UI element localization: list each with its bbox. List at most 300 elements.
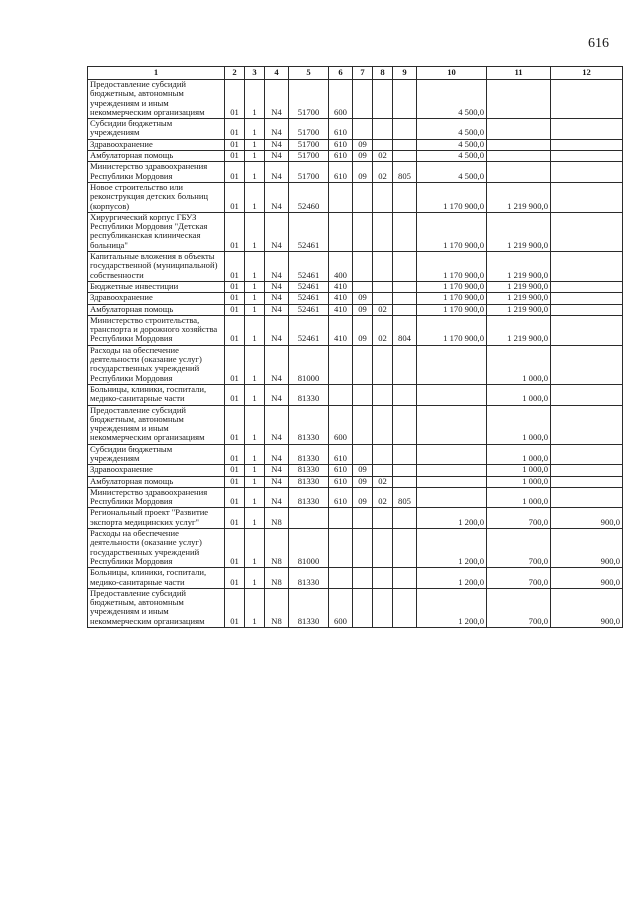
row-name-cell: Здравоохранение xyxy=(88,465,225,476)
column-header: 2 xyxy=(225,67,245,80)
code-5-cell: 51700 xyxy=(289,162,329,183)
code-3-cell: 1 xyxy=(245,508,265,529)
amount-12-cell xyxy=(551,139,623,150)
row-name-cell: Министерство строительства, транспорта и дорожного хозяйства Республики Мордовия xyxy=(88,315,225,345)
code-8-cell: 02 xyxy=(373,162,393,183)
code-5-cell: 81000 xyxy=(289,345,329,384)
table-row xyxy=(88,80,623,119)
amount-11-cell xyxy=(487,162,551,183)
code-7-cell xyxy=(353,568,373,589)
column-header: 3 xyxy=(245,67,265,80)
code-6-cell: 410 xyxy=(329,293,353,304)
amount-12-cell xyxy=(551,444,623,465)
amount-11-cell: 1 000,0 xyxy=(487,476,551,487)
column-header: 10 xyxy=(417,67,487,80)
code-7-cell xyxy=(353,182,373,212)
code-5-cell: 52461 xyxy=(289,281,329,292)
table-row xyxy=(88,476,623,487)
amount-11-cell: 1 219 900,0 xyxy=(487,252,551,282)
code-6-cell: 400 xyxy=(329,252,353,282)
amount-10-cell: 1 170 900,0 xyxy=(417,182,487,212)
code-2-cell: 01 xyxy=(225,487,245,508)
code-5-cell: 52461 xyxy=(289,293,329,304)
code-9-cell xyxy=(393,345,417,384)
code-7-cell: 09 xyxy=(353,293,373,304)
code-4-cell: N4 xyxy=(265,465,289,476)
code-3-cell: 1 xyxy=(245,80,265,119)
code-6-cell xyxy=(329,568,353,589)
amount-12-cell xyxy=(551,119,623,140)
table-row xyxy=(88,212,623,251)
table-row xyxy=(88,252,623,282)
code-9-cell xyxy=(393,119,417,140)
code-9-cell xyxy=(393,568,417,589)
amount-10-cell: 4 500,0 xyxy=(417,80,487,119)
code-7-cell xyxy=(353,508,373,529)
code-2-cell: 01 xyxy=(225,304,245,315)
amount-10-cell xyxy=(417,444,487,465)
code-2-cell: 01 xyxy=(225,405,245,444)
budget-table xyxy=(87,66,623,628)
code-8-cell: 02 xyxy=(373,151,393,162)
row-name-cell: Хирургический корпус ГБУЗ Республики Мордовия "Детская республиканская клиническая больница" xyxy=(88,212,225,251)
row-name-cell: Предоставление субсидий бюджетным, автономным учреждениям и иным некоммерческим организациям xyxy=(88,80,225,119)
code-9-cell xyxy=(393,304,417,315)
code-6-cell: 610 xyxy=(329,151,353,162)
amount-10-cell xyxy=(417,476,487,487)
code-3-cell: 1 xyxy=(245,384,265,405)
code-3-cell: 1 xyxy=(245,139,265,150)
amount-10-cell: 4 500,0 xyxy=(417,139,487,150)
code-5-cell: 52461 xyxy=(289,315,329,345)
code-3-cell: 1 xyxy=(245,304,265,315)
code-3-cell: 1 xyxy=(245,444,265,465)
code-4-cell: N4 xyxy=(265,345,289,384)
code-3-cell: 1 xyxy=(245,182,265,212)
code-2-cell: 01 xyxy=(225,151,245,162)
amount-12-cell xyxy=(551,162,623,183)
code-2-cell: 01 xyxy=(225,315,245,345)
code-4-cell: N4 xyxy=(265,281,289,292)
code-6-cell: 610 xyxy=(329,119,353,140)
code-5-cell: 81330 xyxy=(289,384,329,405)
row-name-cell: Предоставление субсидий бюджетным, автономным учреждениям и иным некоммерческим организациям xyxy=(88,588,225,627)
amount-11-cell: 1 219 900,0 xyxy=(487,315,551,345)
code-5-cell: 81330 xyxy=(289,588,329,627)
code-3-cell: 1 xyxy=(245,151,265,162)
row-name-cell: Субсидии бюджетным учреждениям xyxy=(88,444,225,465)
amount-12-cell xyxy=(551,182,623,212)
amount-12-cell xyxy=(551,315,623,345)
row-name-cell: Расходы на обеспечение деятельности (оказание услуг) государственных учреждений Республики Мордовия xyxy=(88,529,225,568)
code-7-cell: 09 xyxy=(353,162,373,183)
table-body xyxy=(88,80,623,628)
row-name-cell: Амбулаторная помощь xyxy=(88,151,225,162)
amount-11-cell xyxy=(487,139,551,150)
code-6-cell: 410 xyxy=(329,281,353,292)
code-2-cell: 01 xyxy=(225,345,245,384)
amount-10-cell: 1 170 900,0 xyxy=(417,293,487,304)
amount-11-cell xyxy=(487,80,551,119)
row-name-cell: Амбулаторная помощь xyxy=(88,304,225,315)
amount-10-cell: 1 200,0 xyxy=(417,568,487,589)
amount-12-cell xyxy=(551,465,623,476)
code-8-cell xyxy=(373,293,393,304)
table-row xyxy=(88,304,623,315)
table-row xyxy=(88,119,623,140)
code-9-cell xyxy=(393,588,417,627)
row-name-cell: Здравоохранение xyxy=(88,293,225,304)
code-8-cell xyxy=(373,252,393,282)
code-8-cell xyxy=(373,465,393,476)
amount-12-cell xyxy=(551,476,623,487)
code-4-cell: N4 xyxy=(265,476,289,487)
code-3-cell: 1 xyxy=(245,252,265,282)
code-6-cell xyxy=(329,529,353,568)
amount-10-cell: 1 170 900,0 xyxy=(417,304,487,315)
code-9-cell: 804 xyxy=(393,315,417,345)
code-7-cell xyxy=(353,80,373,119)
table-row xyxy=(88,568,623,589)
code-2-cell: 01 xyxy=(225,80,245,119)
code-9-cell xyxy=(393,252,417,282)
table-row xyxy=(88,405,623,444)
amount-11-cell: 700,0 xyxy=(487,568,551,589)
amount-12-cell xyxy=(551,281,623,292)
table-row xyxy=(88,139,623,150)
row-name-cell: Здравоохранение xyxy=(88,139,225,150)
table-row xyxy=(88,384,623,405)
code-9-cell xyxy=(393,476,417,487)
code-8-cell xyxy=(373,444,393,465)
code-6-cell xyxy=(329,182,353,212)
code-8-cell xyxy=(373,588,393,627)
code-2-cell: 01 xyxy=(225,119,245,140)
amount-12-cell: 900,0 xyxy=(551,508,623,529)
code-3-cell: 1 xyxy=(245,487,265,508)
amount-10-cell: 1 200,0 xyxy=(417,508,487,529)
code-3-cell: 1 xyxy=(245,588,265,627)
code-7-cell: 09 xyxy=(353,487,373,508)
code-3-cell: 1 xyxy=(245,281,265,292)
amount-12-cell xyxy=(551,405,623,444)
code-6-cell xyxy=(329,212,353,251)
amount-10-cell: 4 500,0 xyxy=(417,151,487,162)
table-row xyxy=(88,293,623,304)
amount-10-cell: 1 170 900,0 xyxy=(417,281,487,292)
row-name-cell: Министерство здравоохранения Республики Мордовия xyxy=(88,487,225,508)
code-7-cell xyxy=(353,444,373,465)
code-3-cell: 1 xyxy=(245,465,265,476)
table-row xyxy=(88,345,623,384)
row-name-cell: Больницы, клиники, госпитали, медико-санитарные части xyxy=(88,384,225,405)
amount-10-cell: 1 170 900,0 xyxy=(417,212,487,251)
code-9-cell xyxy=(393,151,417,162)
row-name-cell: Капитальные вложения в объекты государственной (муниципальной) собственности xyxy=(88,252,225,282)
amount-11-cell: 1 000,0 xyxy=(487,444,551,465)
code-9-cell xyxy=(393,508,417,529)
code-7-cell xyxy=(353,529,373,568)
code-8-cell: 02 xyxy=(373,487,393,508)
amount-11-cell: 1 219 900,0 xyxy=(487,182,551,212)
code-5-cell: 81330 xyxy=(289,465,329,476)
code-4-cell: N8 xyxy=(265,588,289,627)
amount-10-cell xyxy=(417,384,487,405)
column-header: 11 xyxy=(487,67,551,80)
table-row xyxy=(88,315,623,345)
row-name-cell: Расходы на обеспечение деятельности (оказание услуг) государственных учреждений Республики Мордовия xyxy=(88,345,225,384)
row-name-cell: Амбулаторная помощь xyxy=(88,476,225,487)
row-name-cell: Региональный проект "Развитие экспорта медицинских услуг" xyxy=(88,508,225,529)
code-8-cell xyxy=(373,119,393,140)
code-5-cell: 51700 xyxy=(289,151,329,162)
code-4-cell: N4 xyxy=(265,151,289,162)
code-4-cell: N4 xyxy=(265,444,289,465)
code-5-cell: 52461 xyxy=(289,304,329,315)
table-row xyxy=(88,281,623,292)
code-4-cell: N4 xyxy=(265,182,289,212)
code-7-cell: 09 xyxy=(353,151,373,162)
code-4-cell: N8 xyxy=(265,529,289,568)
code-7-cell: 09 xyxy=(353,476,373,487)
row-name-cell: Бюджетные инвестиции xyxy=(88,281,225,292)
code-4-cell: N4 xyxy=(265,162,289,183)
row-name-cell: Больницы, клиники, госпитали, медико-санитарные части xyxy=(88,568,225,589)
amount-12-cell: 900,0 xyxy=(551,568,623,589)
column-header: 1 xyxy=(88,67,225,80)
table-row xyxy=(88,529,623,568)
code-9-cell xyxy=(393,182,417,212)
code-7-cell xyxy=(353,345,373,384)
code-6-cell xyxy=(329,345,353,384)
table-row xyxy=(88,588,623,627)
code-5-cell: 52461 xyxy=(289,252,329,282)
amount-12-cell xyxy=(551,293,623,304)
code-3-cell: 1 xyxy=(245,568,265,589)
code-7-cell xyxy=(353,588,373,627)
code-4-cell: N4 xyxy=(265,384,289,405)
amount-10-cell: 1 170 900,0 xyxy=(417,315,487,345)
code-3-cell: 1 xyxy=(245,529,265,568)
code-3-cell: 1 xyxy=(245,293,265,304)
amount-10-cell: 1 170 900,0 xyxy=(417,252,487,282)
code-9-cell xyxy=(393,465,417,476)
code-5-cell xyxy=(289,508,329,529)
code-5-cell: 51700 xyxy=(289,119,329,140)
code-5-cell: 81330 xyxy=(289,476,329,487)
amount-12-cell xyxy=(551,80,623,119)
code-8-cell: 02 xyxy=(373,476,393,487)
code-3-cell: 1 xyxy=(245,315,265,345)
amount-10-cell xyxy=(417,465,487,476)
code-8-cell xyxy=(373,182,393,212)
code-5-cell: 52461 xyxy=(289,212,329,251)
code-8-cell xyxy=(373,568,393,589)
code-2-cell: 01 xyxy=(225,281,245,292)
code-3-cell: 1 xyxy=(245,119,265,140)
code-6-cell: 600 xyxy=(329,588,353,627)
code-3-cell: 1 xyxy=(245,476,265,487)
row-name-cell: Предоставление субсидий бюджетным, автономным учреждениям и иным некоммерческим организациям xyxy=(88,405,225,444)
column-header: 9 xyxy=(393,67,417,80)
code-8-cell xyxy=(373,139,393,150)
code-9-cell: 805 xyxy=(393,162,417,183)
row-name-cell: Субсидии бюджетным учреждениям xyxy=(88,119,225,140)
amount-10-cell xyxy=(417,405,487,444)
code-9-cell: 805 xyxy=(393,487,417,508)
code-6-cell: 610 xyxy=(329,465,353,476)
table-row xyxy=(88,151,623,162)
code-6-cell: 610 xyxy=(329,487,353,508)
amount-11-cell: 1 219 900,0 xyxy=(487,281,551,292)
amount-11-cell xyxy=(487,119,551,140)
column-header: 8 xyxy=(373,67,393,80)
amount-12-cell xyxy=(551,151,623,162)
amount-11-cell: 1 000,0 xyxy=(487,384,551,405)
code-2-cell: 01 xyxy=(225,444,245,465)
code-4-cell: N4 xyxy=(265,405,289,444)
code-8-cell xyxy=(373,529,393,568)
code-4-cell: N4 xyxy=(265,80,289,119)
code-2-cell: 01 xyxy=(225,465,245,476)
code-6-cell: 600 xyxy=(329,405,353,444)
code-8-cell xyxy=(373,80,393,119)
code-2-cell: 01 xyxy=(225,529,245,568)
amount-10-cell: 4 500,0 xyxy=(417,119,487,140)
code-7-cell: 09 xyxy=(353,315,373,345)
amount-11-cell xyxy=(487,151,551,162)
code-7-cell xyxy=(353,212,373,251)
code-2-cell: 01 xyxy=(225,476,245,487)
code-5-cell: 81330 xyxy=(289,568,329,589)
amount-10-cell: 1 200,0 xyxy=(417,529,487,568)
code-8-cell: 02 xyxy=(373,315,393,345)
code-2-cell: 01 xyxy=(225,162,245,183)
column-header: 7 xyxy=(353,67,373,80)
code-4-cell: N4 xyxy=(265,315,289,345)
code-5-cell: 51700 xyxy=(289,80,329,119)
code-2-cell: 01 xyxy=(225,568,245,589)
code-4-cell: N4 xyxy=(265,119,289,140)
table-row xyxy=(88,162,623,183)
amount-11-cell: 1 219 900,0 xyxy=(487,304,551,315)
table-row xyxy=(88,487,623,508)
code-2-cell: 01 xyxy=(225,182,245,212)
code-7-cell xyxy=(353,405,373,444)
code-2-cell: 01 xyxy=(225,139,245,150)
code-5-cell: 51700 xyxy=(289,139,329,150)
code-9-cell xyxy=(393,405,417,444)
code-7-cell: 09 xyxy=(353,139,373,150)
code-2-cell: 01 xyxy=(225,384,245,405)
code-6-cell xyxy=(329,508,353,529)
code-7-cell xyxy=(353,384,373,405)
column-header: 12 xyxy=(551,67,623,80)
code-2-cell: 01 xyxy=(225,508,245,529)
code-7-cell: 09 xyxy=(353,304,373,315)
code-9-cell xyxy=(393,384,417,405)
code-2-cell: 01 xyxy=(225,252,245,282)
row-name-cell: Министерство здравоохранения Республики Мордовия xyxy=(88,162,225,183)
code-4-cell: N4 xyxy=(265,293,289,304)
code-5-cell: 52460 xyxy=(289,182,329,212)
code-3-cell: 1 xyxy=(245,162,265,183)
code-9-cell xyxy=(393,281,417,292)
code-6-cell: 610 xyxy=(329,162,353,183)
code-6-cell: 410 xyxy=(329,304,353,315)
page-number: 616 xyxy=(588,36,609,51)
code-2-cell: 01 xyxy=(225,588,245,627)
column-header: 5 xyxy=(289,67,329,80)
code-8-cell xyxy=(373,384,393,405)
code-5-cell: 81000 xyxy=(289,529,329,568)
code-8-cell xyxy=(373,345,393,384)
amount-11-cell: 700,0 xyxy=(487,588,551,627)
table-row xyxy=(88,508,623,529)
code-6-cell: 610 xyxy=(329,476,353,487)
code-5-cell: 81330 xyxy=(289,405,329,444)
code-5-cell: 81330 xyxy=(289,444,329,465)
code-4-cell: N4 xyxy=(265,304,289,315)
code-7-cell xyxy=(353,252,373,282)
amount-12-cell xyxy=(551,487,623,508)
table-row xyxy=(88,444,623,465)
amount-10-cell xyxy=(417,487,487,508)
code-6-cell: 610 xyxy=(329,139,353,150)
code-7-cell xyxy=(353,281,373,292)
amount-12-cell: 900,0 xyxy=(551,588,623,627)
row-name-cell: Новое строительство или реконструкция детских больниц (корпусов) xyxy=(88,182,225,212)
amount-12-cell xyxy=(551,212,623,251)
column-header: 6 xyxy=(329,67,353,80)
code-8-cell xyxy=(373,212,393,251)
code-4-cell: N4 xyxy=(265,139,289,150)
code-9-cell xyxy=(393,80,417,119)
code-6-cell xyxy=(329,384,353,405)
table-row xyxy=(88,465,623,476)
amount-12-cell: 900,0 xyxy=(551,529,623,568)
amount-11-cell: 1 219 900,0 xyxy=(487,212,551,251)
amount-12-cell xyxy=(551,252,623,282)
code-9-cell xyxy=(393,139,417,150)
amount-11-cell: 1 000,0 xyxy=(487,465,551,476)
code-6-cell: 610 xyxy=(329,444,353,465)
code-3-cell: 1 xyxy=(245,212,265,251)
code-3-cell: 1 xyxy=(245,345,265,384)
code-6-cell: 600 xyxy=(329,80,353,119)
code-2-cell: 01 xyxy=(225,212,245,251)
amount-11-cell: 700,0 xyxy=(487,508,551,529)
header-row xyxy=(88,67,623,80)
code-8-cell: 02 xyxy=(373,304,393,315)
amount-11-cell: 1 000,0 xyxy=(487,405,551,444)
code-2-cell: 01 xyxy=(225,293,245,304)
amount-11-cell: 1 219 900,0 xyxy=(487,293,551,304)
code-7-cell xyxy=(353,119,373,140)
code-9-cell xyxy=(393,529,417,568)
code-3-cell: 1 xyxy=(245,405,265,444)
amount-12-cell xyxy=(551,384,623,405)
code-7-cell: 09 xyxy=(353,465,373,476)
table-row xyxy=(88,182,623,212)
column-header: 4 xyxy=(265,67,289,80)
amount-10-cell: 4 500,0 xyxy=(417,162,487,183)
amount-10-cell: 1 200,0 xyxy=(417,588,487,627)
code-8-cell xyxy=(373,508,393,529)
code-6-cell: 410 xyxy=(329,315,353,345)
amount-11-cell: 700,0 xyxy=(487,529,551,568)
code-9-cell xyxy=(393,293,417,304)
